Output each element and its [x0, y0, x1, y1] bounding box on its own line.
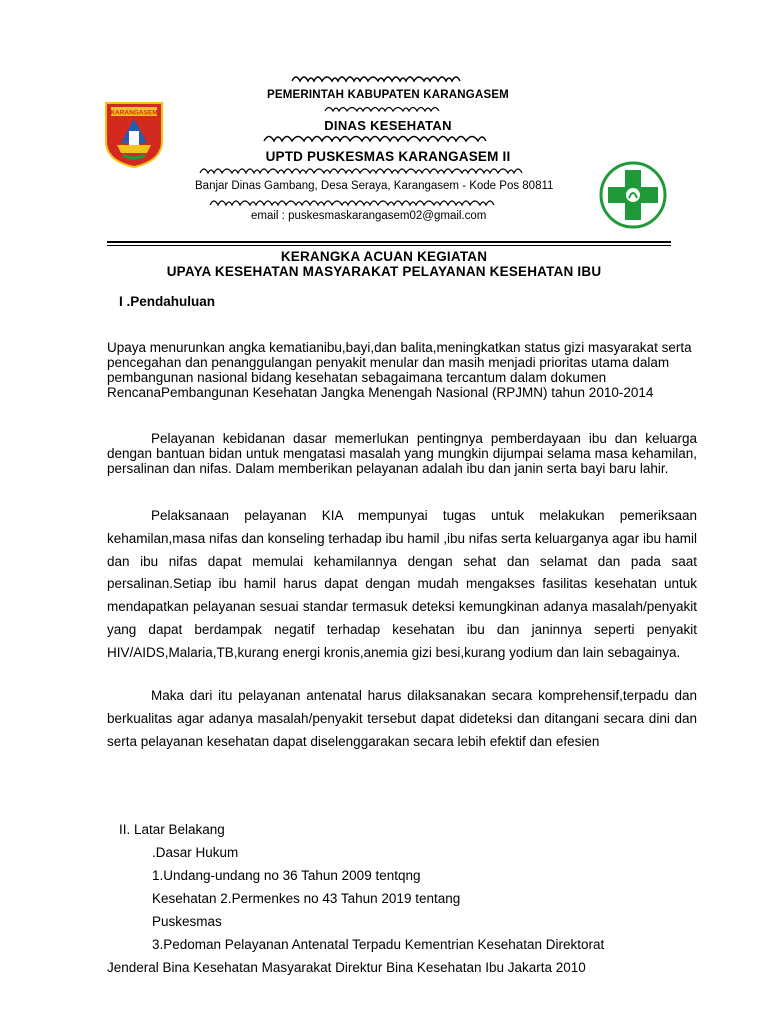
section-heading-pendahuluan: I .Pendahuluan [119, 294, 216, 309]
paragraph: Upaya menurunkan angka kematianibu,bayi,dan balita,meningkatkan status gizi masyarakat serta pencegahan dan penanggulangan penyakit menular dan masih menjadi prioritas utama dalam pembangunan nasional bidang kesehatan sebagaimana tercantum dalam dokumen RencanaPembangunan Kesehatan Jangka Menengah Nasional (RPJMN) tahun 2010-2014 [107, 340, 692, 400]
legal-basis-item: Puskesmas [152, 914, 222, 929]
balinese-script-line [198, 165, 583, 175]
puskesmas-logo [598, 160, 668, 230]
legal-basis-item: Kesehatan 2.Permenkes no 43 Tahun 2019 tentang [152, 891, 461, 906]
unit-name: UPTD PUSKESMAS KARANGASEM II [265, 149, 511, 164]
balinese-script-line [290, 73, 490, 83]
regency-emblem-logo [103, 101, 165, 169]
letterhead-divider [107, 241, 671, 243]
balinese-script-line [208, 197, 573, 207]
letterhead-divider [107, 245, 671, 246]
department-name: DINAS KESEHATAN [324, 118, 452, 133]
office-address: Banjar Dinas Gambang, Desa Seraya, Karangasem - Kode Pos 80811 [195, 180, 554, 192]
emblem-label: KARANGASEM [110, 109, 158, 117]
legal-basis-item: Jenderal Bina Kesehatan Masyarakat Direktur Bina Kesehatan Ibu Jakarta 2010 [107, 960, 586, 975]
government-name: PEMERINTAH KABUPATEN KARANGASEM [267, 89, 509, 101]
legal-basis-item: 3.Pedoman Pelayanan Antenatal Terpadu Kementrian Kesehatan Direktorat [152, 937, 605, 952]
section-heading-latar-belakang: II. Latar Belakang [119, 822, 225, 837]
paragraph: Maka dari itu pelayanan antenatal harus dilaksanakan secara komprehensif,terpadu dan berkualitas agar adanya masalah/penyakit tersebut dapat dideteksi dan ditangani secara dini dan serta pelayanan kesehatan dapat diselenggarakan secara lebih efektif dan efesien [107, 688, 697, 749]
subheading-dasar-hukum: .Dasar Hukum [152, 845, 239, 860]
office-email: email : puskesmaskarangasem02@gmail.com [251, 210, 487, 222]
balinese-script-line [323, 104, 453, 114]
document-subtitle: UPAYA KESEHATAN MASYARAKAT PELAYANAN KESEHATAN IBU [166, 264, 602, 279]
legal-basis-item: 1.Undang-undang no 36 Tahun 2009 tentqng [152, 868, 421, 883]
balinese-script-line [262, 132, 512, 142]
paragraph: Pelayanan kebidanan dasar memerlukan pentingnya pemberdayaan ibu dan keluarga dengan bantuan bidan untuk mengatasi masalah yang mungkin dijumpai selama masa kehamilan, persalinan dan nifas. Dalam memberikan pelayanan adalah ibu dan janin serta bayi baru lahir. [107, 431, 697, 476]
paragraph: Pelaksanaan pelayanan KIA mempunyai tugas untuk melakukan pemeriksaan kehamilan,masa nifas dan konseling terhadap ibu hamil ,ibu nifas serta keluarganya agar ibu hamil dan ibu nifas dapat memulai kehamilannya dengan sehat dan selamat dan pada saat persalinan.Setiap ibu hamil harus dapat dengan mudah mengakses fasilitas kesehatan untuk mendapatkan pelayanan sesuai standar termasuk deteksi kemungkinan adanya masalah/penyakit yang dapat berdampak negatif terhadap kesehatan ibu dan janinnya seperti penyakit HIV/AIDS,Malaria,TB,kurang energi kronis,anemia gizi besi,kurang yodium dan lain sebagainya. [107, 508, 697, 660]
document-title: KERANGKA ACUAN KEGIATAN [280, 249, 488, 264]
